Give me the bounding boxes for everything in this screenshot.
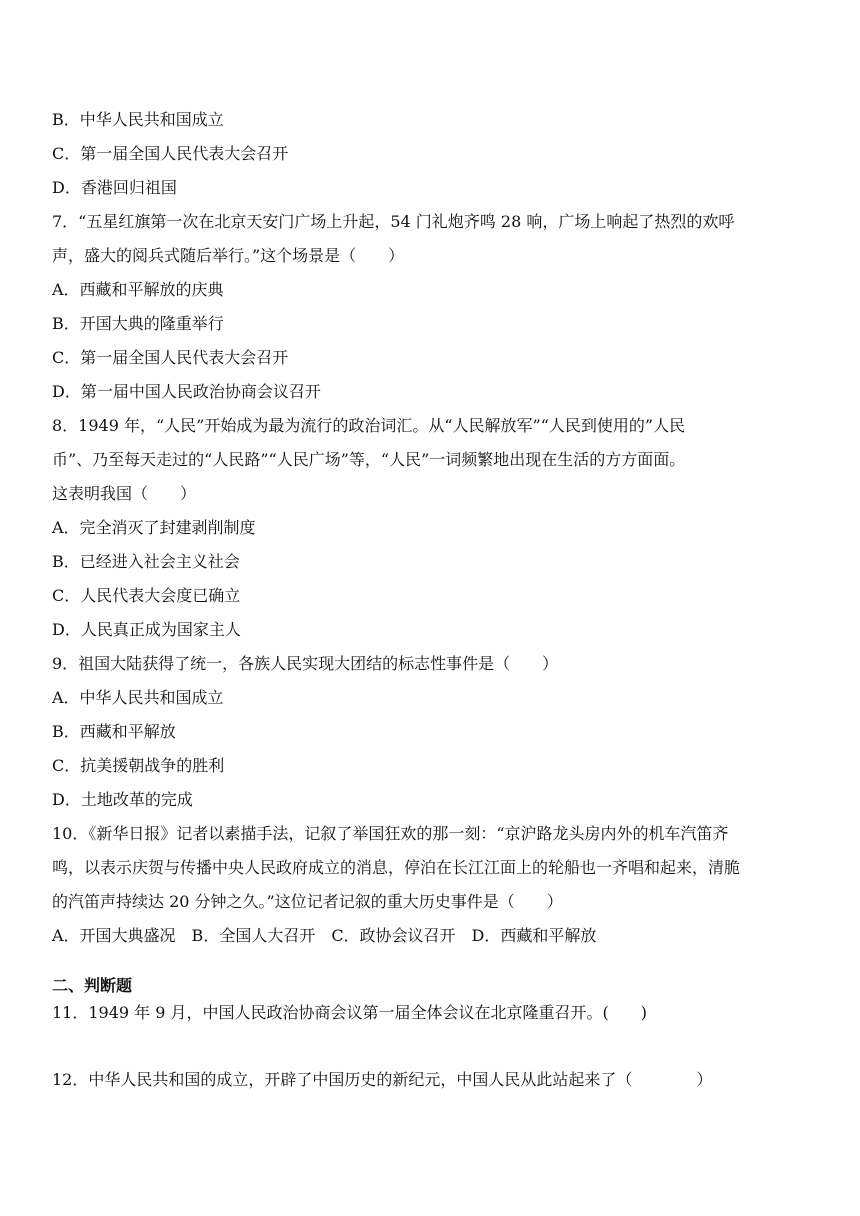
q6-option-d: D．香港回归祖国 xyxy=(52,178,177,197)
q8-option-d: D．人民真正成为国家主人 xyxy=(52,620,241,639)
q10-stem-line2: 鸣，以表示庆贺与传播中央人民政府成立的消息，停泊在长江江面上的轮船也一齐唱和起来，清脆 xyxy=(52,858,741,877)
q7-option-b: B．开国大典的隆重举行 xyxy=(52,314,224,333)
q6-option-c: C．第一届全国人民代表大会召开 xyxy=(52,144,289,163)
q7-stem-line2: 声，盛大的阅兵式随后举行。”这个场景是（ ） xyxy=(52,246,405,265)
q7-option-c: C．第一届全国人民代表大会召开 xyxy=(52,348,289,367)
q10-options: A．开国大典盛况 B．全国人大召开 C．政协会议召开 D．西藏和平解放 xyxy=(52,926,597,945)
section-heading: 二、判断题 xyxy=(52,976,133,995)
q10-stem-line1: 10．《新华日报》记者以素描手法，记叙了举国狂欢的那一刻：“京沪路龙头房内外的机车汽笛齐 xyxy=(52,824,729,843)
q8-option-b: B．已经进入社会主义社会 xyxy=(52,552,240,571)
q8-stem-line2: 币”、乃至每天走过的“人民路”“人民广场”等，“人民”一词频繁地出现在生活的方方面面。 xyxy=(52,450,686,469)
q9-option-d: D．土地改革的完成 xyxy=(52,790,193,809)
q10-stem-line3: 的汽笛声持续达 20 分钟之久。”这位记者记叙的重大历史事件是（ ） xyxy=(52,892,563,911)
q9-stem-line1: 9．祖国大陆获得了统一，各族人民实现大团结的标志性事件是（ ） xyxy=(52,654,559,673)
q8-option-c: C．人民代表大会度已确立 xyxy=(52,586,241,605)
q8-stem-line3: 这表明我国（ ） xyxy=(52,484,197,503)
q7-option-a: A．西藏和平解放的庆典 xyxy=(52,280,224,299)
q8-option-a: A．完全消灭了封建剥削制度 xyxy=(52,518,256,537)
q7-option-d: D．第一届中国人民政治协商会议召开 xyxy=(52,382,321,401)
q9-option-b: B．西藏和平解放 xyxy=(52,722,176,741)
q11-stem: 11．1949 年 9 月，中国人民政治协商会议第一届全体会议在北京隆重召开。( ) xyxy=(52,1003,648,1022)
q6-option-b: B．中华人民共和国成立 xyxy=(52,110,224,129)
q12-stem: 12．中华人民共和国的成立，开辟了中国历史的新纪元，中国人民从此站起来了（ ） xyxy=(52,1070,713,1089)
q9-option-c: C．抗美援朝战争的胜利 xyxy=(52,756,225,775)
q9-option-a: A．中华人民共和国成立 xyxy=(52,688,224,707)
q7-stem-line1: 7．“五星红旗第一次在北京天安门广场上升起，54 门礼炮齐鸣 28 响，广场上响起了热烈的欢呼 xyxy=(52,212,735,231)
q8-stem-line1: 8．1949 年，“人民”开始成为最为流行的政治词汇。从“人民解放军”“人民到使用的”人民 xyxy=(52,416,686,435)
